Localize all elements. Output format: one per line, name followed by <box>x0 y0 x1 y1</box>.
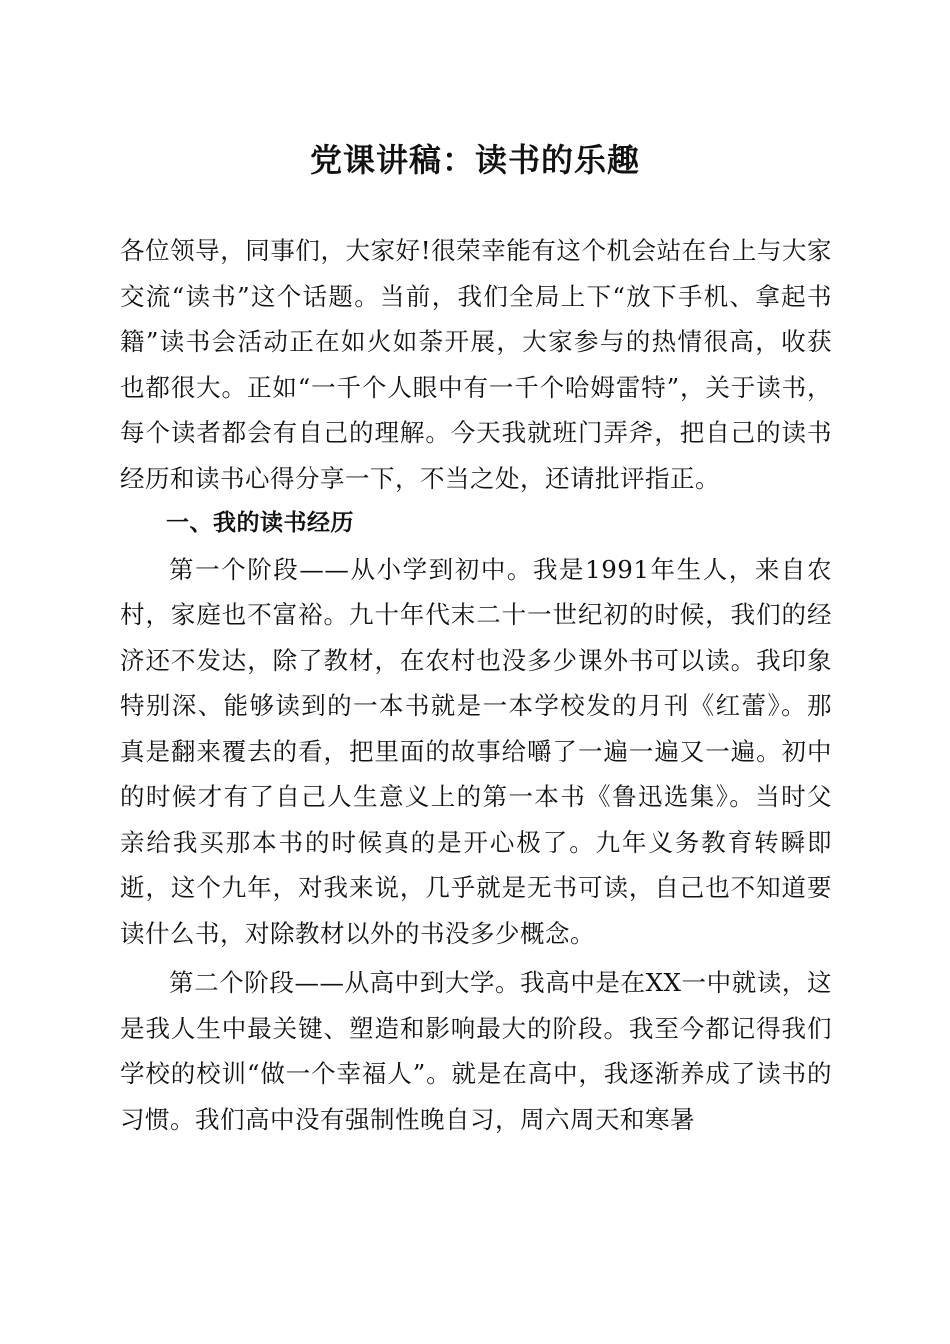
stage2-paragraph: 第二个阶段——从高中到大学。我高中是在XX一中就读，这是我人生中最关键、塑造和影响最大的阶段。我至今都记得我们学校的校训“做一个幸福人”。就是在高中，我逐渐养成了读书的习惯。我们高中没有强制性晚自习，周六周天和寒暑 <box>120 968 832 1134</box>
intro-paragraph: 各位领导，同事们，大家好!很荣幸能有这个机会站在台上与大家交流“读书”这个话题。当前，我们全局上下“放下手机、拿起书籍”读书会活动正在如火如荼开展，大家参与的热情很高，收获也都很大。正如“一千个人眼中有一千个哈姆雷特”，关于读书，每个读者都会有自己的理解。今天我就班门弄斧，把自己的读书经历和读书心得分享一下，不当之处，还请批评指正。 <box>120 236 832 493</box>
section-heading: 一、我的读书经历 <box>166 510 354 536</box>
document-title: 党课讲稿：读书的乐趣 <box>309 141 640 179</box>
stage1-paragraph: 第一个阶段——从小学到初中。我是1991年生人，来自农村，家庭也不富裕。九十年代末二十一世纪初的时候，我们的经济还不发达，除了教材，在农村也没多少课外书可以读。我印象特别深、能够读到的一本书就是一本学校发的月刊《红蕾》。那真是翻来覆去的看，把里面的故事给嚼了一遍一遍又一遍。初中的时候才有了自己人生意义上的第一本书《鲁迅选集》。当时父亲给我买那本书的时候真的是开心极了。九年义务教育转瞬即逝，这个九年，对我来说，几乎就是无书可读，自己也不知道要读什么书，对除教材以外的书没多少概念。 <box>120 554 832 948</box>
document-body <box>120 228 832 1142</box>
